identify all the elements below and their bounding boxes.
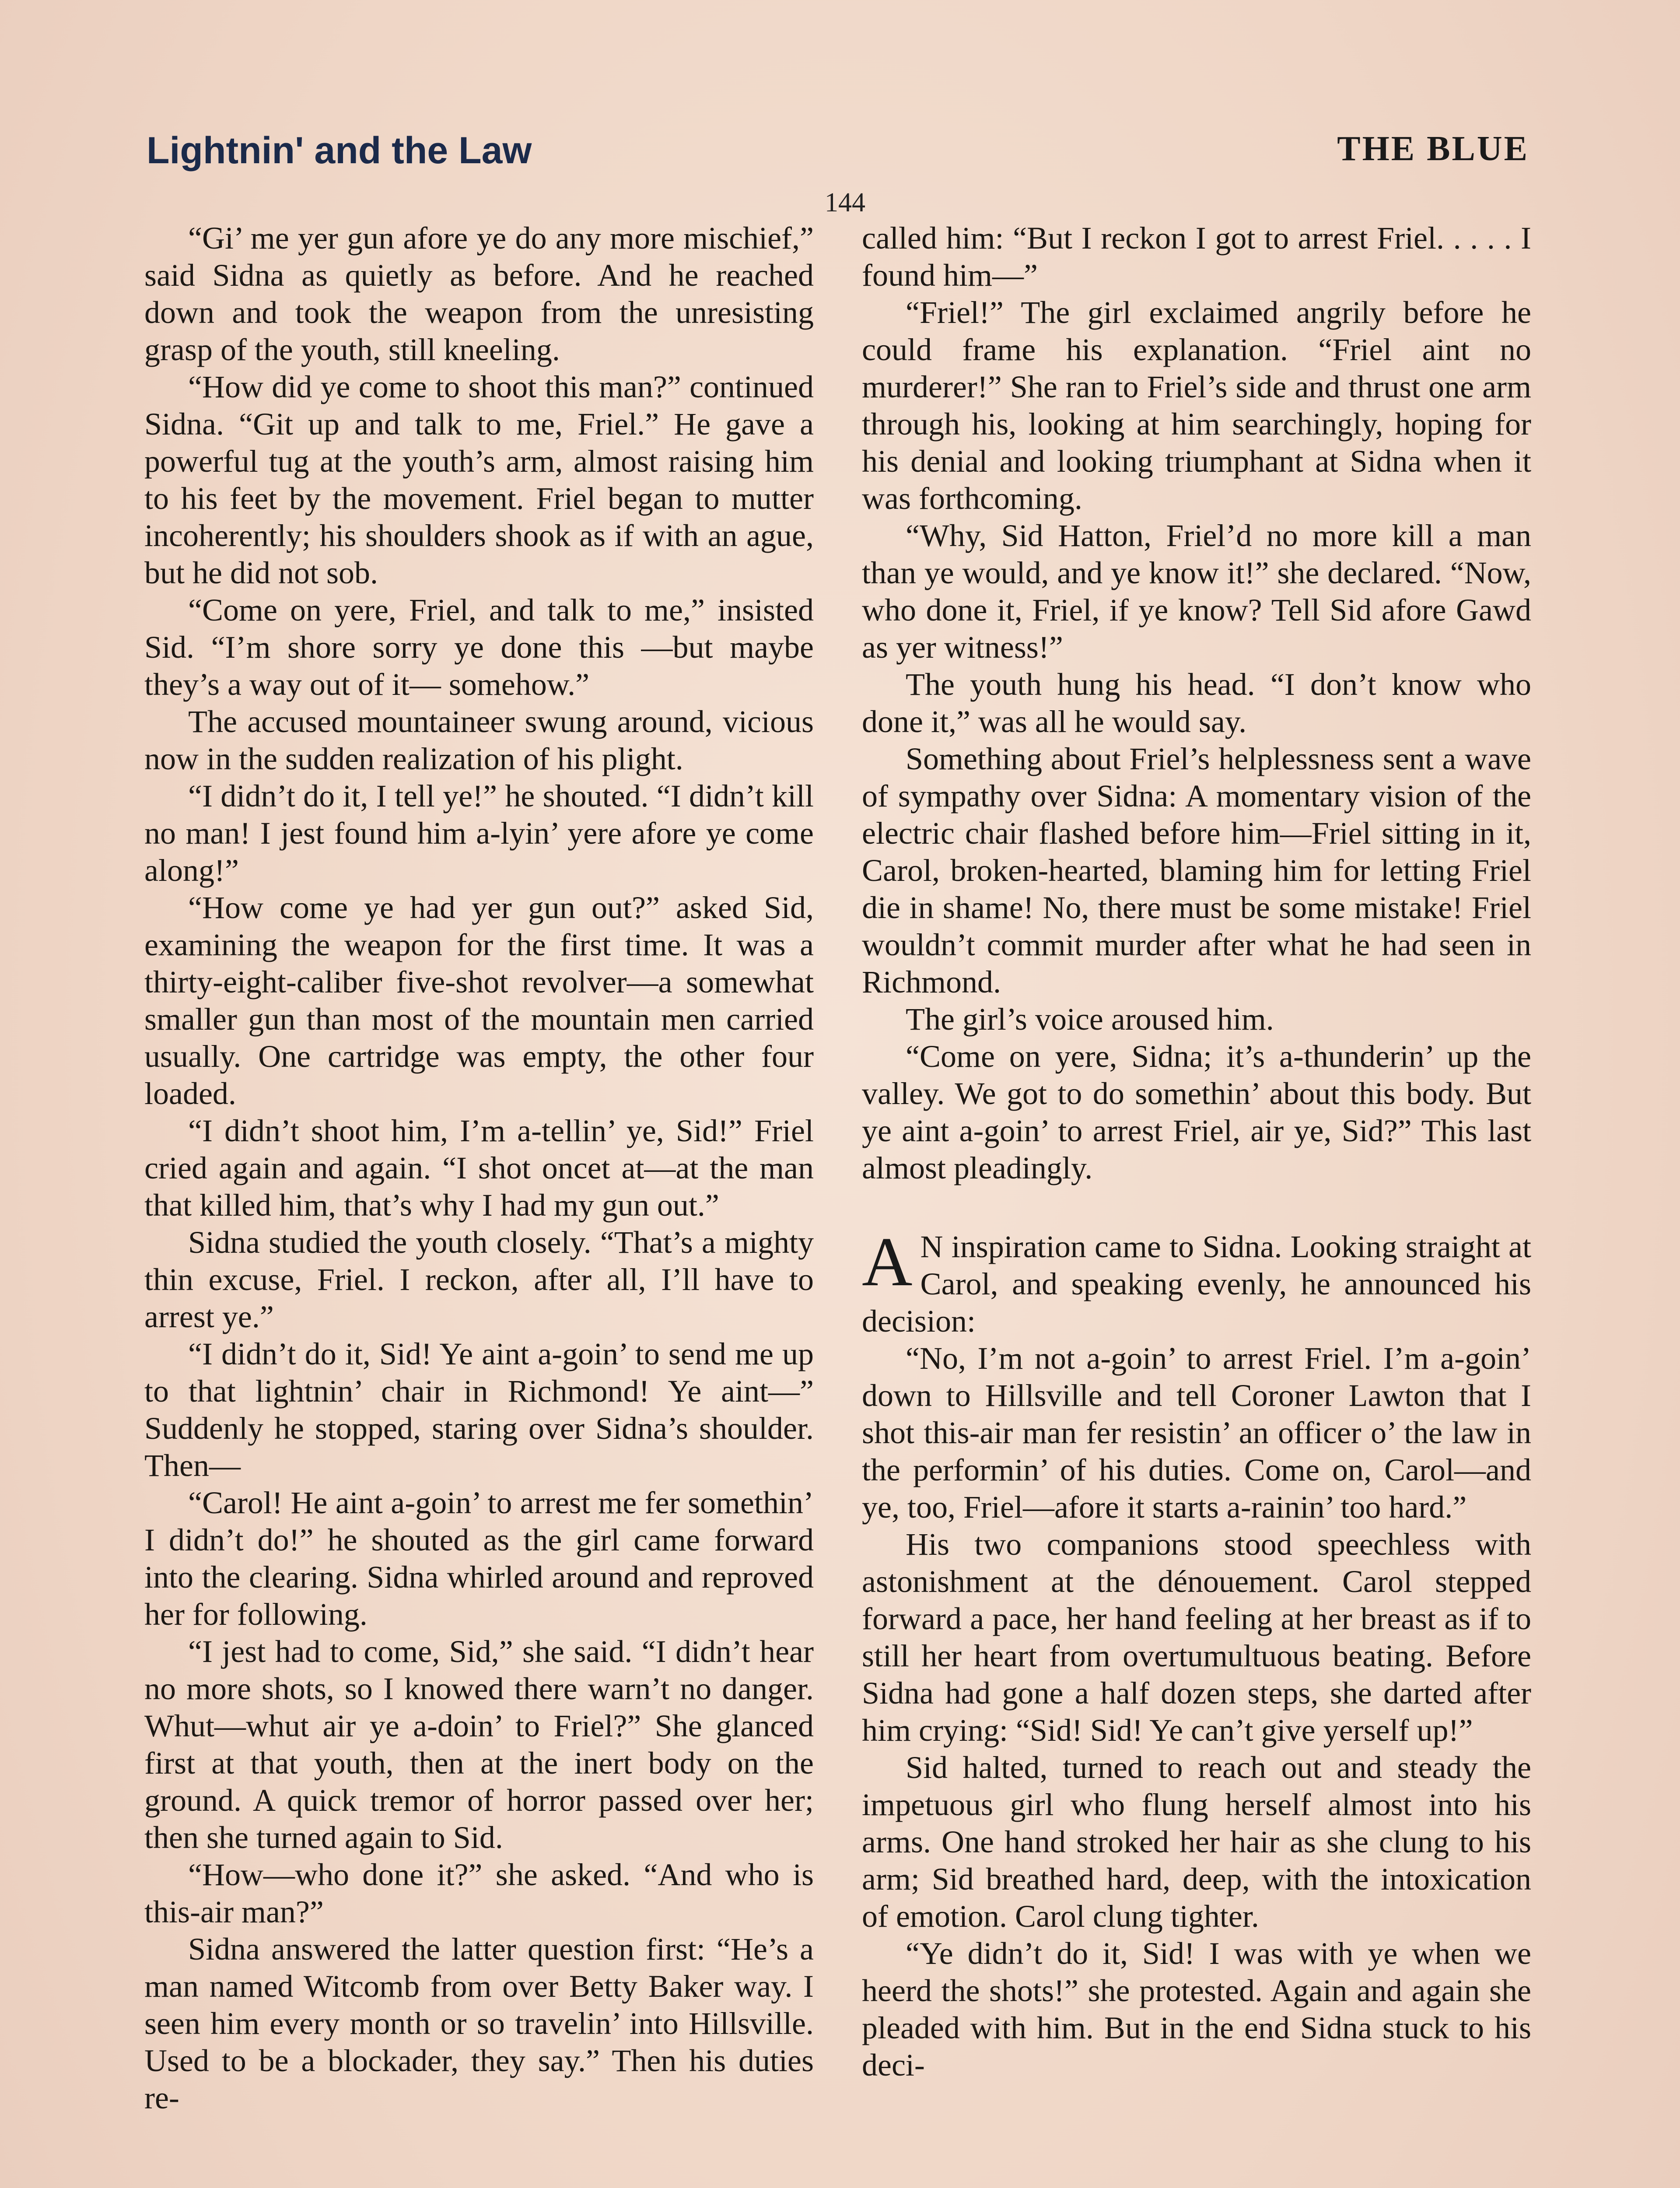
paragraph: “I jest had to come, Sid,” she said. “I didn’t hear no more shots, so I knowed there warn’t no danger. Whut—whut air ye a-doin’ to Friel?” She glanced first at that youth, then at the inert body on the ground. A quick tremor of horror passed over her; then she turned again to Sid. — [144, 1634, 814, 1855]
left-column — [144, 220, 814, 2117]
paragraph: “How come ye had yer gun out?” asked Sid, examining the weapon for the first time. It was a thirty-eight-caliber five-shot revolver—a somewhat smaller gun than most of the mountain men carried usually. One cartridge was empty, the other four loaded. — [144, 890, 814, 1111]
paragraph: The girl’s voice aroused him. — [906, 1002, 1274, 1037]
continued-paragraph: called him: “But I reckon I got to arrest Friel. . . . . I found him—” — [862, 221, 1531, 293]
magazine-name: THE BLUE — [1337, 130, 1529, 168]
paragraph: Something about Friel’s helplessness sent a wave of sympathy over Sidna: A momentary vision of the electric chair flashed before him—Friel sitting in it, Carol, broken-hearted, blaming him for letting Friel die in shame! No, there must be some mistake! Friel wouldn’t commit murder after what he had seen in Richmond. — [862, 741, 1531, 999]
section-opening-paragraph — [862, 1223, 1531, 1340]
paragraph: “Come on yere, Friel, and talk to me,” insisted Sid. “I’m shore sorry ye done this —but maybe they’s a way out of it— somehow.” — [144, 593, 814, 702]
paragraph: “How—who done it?” she asked. “And who is this-air man?” — [144, 1857, 814, 1929]
paragraph: “Gi’ me yer gun afore ye do any more mischief,” said Sidna as quietly as before. And he reached down and took the weapon from the unresisting grasp of the youth, still kneeling. — [144, 221, 814, 367]
paragraph: The accused mountaineer swung around, vicious now in the sudden realization of his plight. — [144, 704, 814, 776]
paragraph: “I didn’t shoot him, I’m a-tellin’ ye, Sid!” Friel cried again and again. “I shot oncet at—at the man that killed him, that’s why I had my gun out.” — [144, 1113, 814, 1223]
paragraph: “How did ye come to shoot this man?” continued Sidna. “Git up and talk to me, Friel.” He gave a powerful tug at the youth’s arm, almost raising him to his feet by the movement. Friel began to mutter incoherently; his shoulders shook as if with an ague, but he did not sob. — [144, 369, 814, 590]
story-title: Lightnin' and the Law — [147, 130, 532, 172]
page-number: 144 — [825, 188, 865, 217]
paragraph: “Carol! He aint a-goin’ to arrest me fer somethin’ I didn’t do!” he shouted as the girl came forward into the clearing. Sidna whirled around and reproved her for following. — [144, 1485, 814, 1632]
paragraph: Sidna answered the latter question first: “He’s a man named Witcomb from over Betty Baker way. I seen him every month or so travelin’ into Hillsville. Used to be a blockader, they say.” Then his duties re- — [144, 1932, 814, 2115]
section-opening-text: N inspiration came to Sidna. Looking straight at Carol, and speaking evenly, he announced his decision: — [862, 1229, 1531, 1339]
paragraph: “Come on yere, Sidna; it’s a-thunderin’ up the valley. We got to do somethin’ about this body. But ye aint a-goin’ to arrest Friel, air ye, Sid?” This last almost pleadingly. — [862, 1039, 1531, 1185]
drop-cap: A — [862, 1223, 913, 1301]
paragraph: Sidna studied the youth closely. “That’s a mighty thin excuse, Friel. I reckon, after all, I’ll have to arrest ye.” — [144, 1225, 814, 1334]
right-column — [862, 220, 1531, 2084]
paragraph: “Why, Sid Hatton, Friel’d no more kill a man than ye would, and ye know it!” she declared. “Now, who done it, Friel, if ye know? Tell Sid afore Gawd as yer witness!” — [862, 518, 1531, 665]
paragraph: “I didn’t do it, I tell ye!” he shouted. “I didn’t kill no man! I jest found him a-lyin’ yere afore ye come along!” — [144, 778, 814, 888]
paragraph: His two companions stood speechless with astonishment at the dénouement. Carol stepped forward a pace, her hand feeling at her breast as if to still her heart from overtumultuous beating. Before Sidna had gone a half dozen steps, she darted after him crying: “Sid! Sid! Ye can’t give yerself up!” — [862, 1527, 1531, 1748]
paragraph: “Ye didn’t do it, Sid! I was with ye when we heerd the shots!” she protested. Again and again she pleaded with him. But in the end Sidna stuck to his deci- — [862, 1936, 1531, 2083]
paragraph: Sid halted, turned to reach out and steady the impetuous girl who flung herself almost into his arms. One hand stroked her hair as she clung to his arm; Sid breathed hard, deep, with the intoxication of emotion. Carol clung tighter. — [862, 1750, 1531, 1934]
paragraph: The youth hung his head. “I don’t know who done it,” was all he would say. — [862, 667, 1531, 739]
paragraph: “No, I’m not a-goin’ to arrest Friel. I’m a-goin’ down to Hillsville and tell Coroner Lawton that I shot this-air man fer resistin’ an officer o’ the law in the performin’ of his duties. Come on, Carol—and ye, too, Friel—afore it starts a-rainin’ too hard.” — [862, 1341, 1531, 1525]
paragraph: “I didn’t do it, Sid! Ye aint a-goin’ to send me up to that lightnin’ chair in Richmond! Ye aint—” Suddenly he stopped, staring over Sidna’s shoulder. Then— — [144, 1336, 814, 1483]
paragraph: “Friel!” The girl exclaimed angrily before he could frame his explanation. “Friel aint no murderer!” She ran to Friel’s side and thrust one arm through his, looking at him searchingly, hoping for his denial and looking triumphant at Sidna when it was forthcoming. — [862, 295, 1531, 516]
